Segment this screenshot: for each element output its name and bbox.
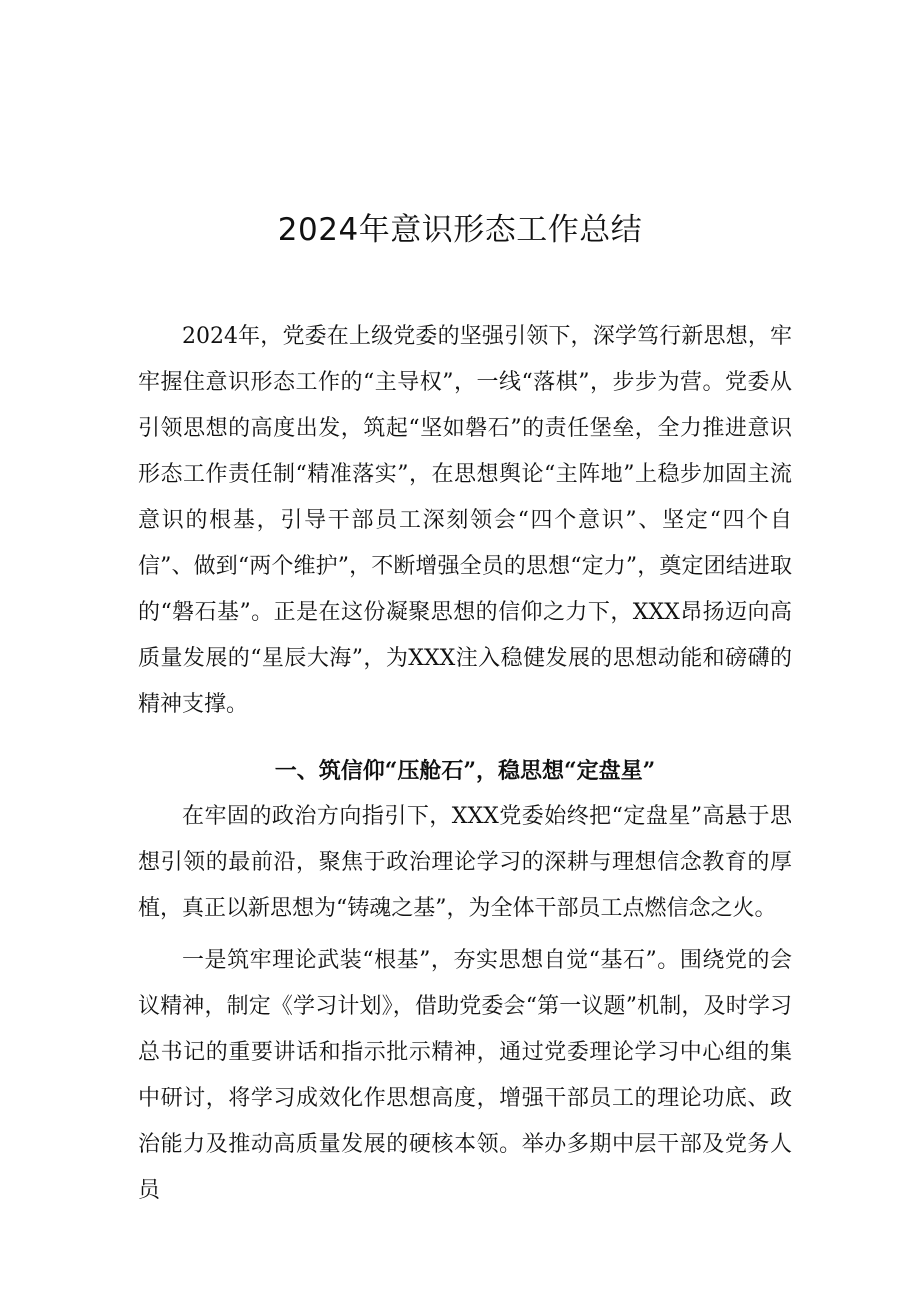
paragraph-intro: 2024年，党委在上级党委的坚强引领下，深学笃行新思想，牢牢握住意识形态工作的“主导权”，一线“落棋”，步步为营。党委从引领思想的高度出发，筑起“坚如磐石”的责任堡垒，全力推进意识形态工作责任制“精准落实”，在思想舆论“主阵地”上稳步加固主流意识的根基，引导干部员工深刻领会“四个意识”、坚定“四个自信”、做到“两个维护”，不断增强全员的思想“定力”，奠定团结进取的“磐石基”。正是在这份凝聚思想的信仰之力下，XXX昂扬迈向高质量发展的“星辰大海”，为XXX注入稳健发展的思想动能和磅礴的精神支撑。 [138,324,792,717]
section-heading-1: 一、筑信仰“压舱石”，稳思想“定盘星” [274,758,656,784]
section-1-paragraph-block [138,794,792,932]
intro-paragraph-block [138,314,792,728]
document-title: 2024年意识形态工作总结 [277,212,643,248]
paragraph-point-1: 一是筑牢理论武装“根基”，夯实思想自觉“基石”。围绕党的会议精神，制定《学习计划》，借助党委会“第一议题”机制，及时学习总书记的重要讲话和指示批示精神，通过党委理论学习中心组的集中研讨，将学习成效化作思想高度，增强干部员工的理论功底、政治能力及推动高质量发展的硬核本领。举办多期中层干部及党务人员 [138,948,792,1203]
paragraph-section-1-intro: 在牢固的政治方向指引下，XXX党委始终把“定盘星”高悬于思想引领的最前沿，聚焦于政治理论学习的深耕与理想信念教育的厚植，真正以新思想为“铸魂之基”，为全体干部员工点燃信念之火。 [138,804,792,921]
section-1-point-1-block [138,938,792,1214]
section-heading-block [138,748,792,794]
